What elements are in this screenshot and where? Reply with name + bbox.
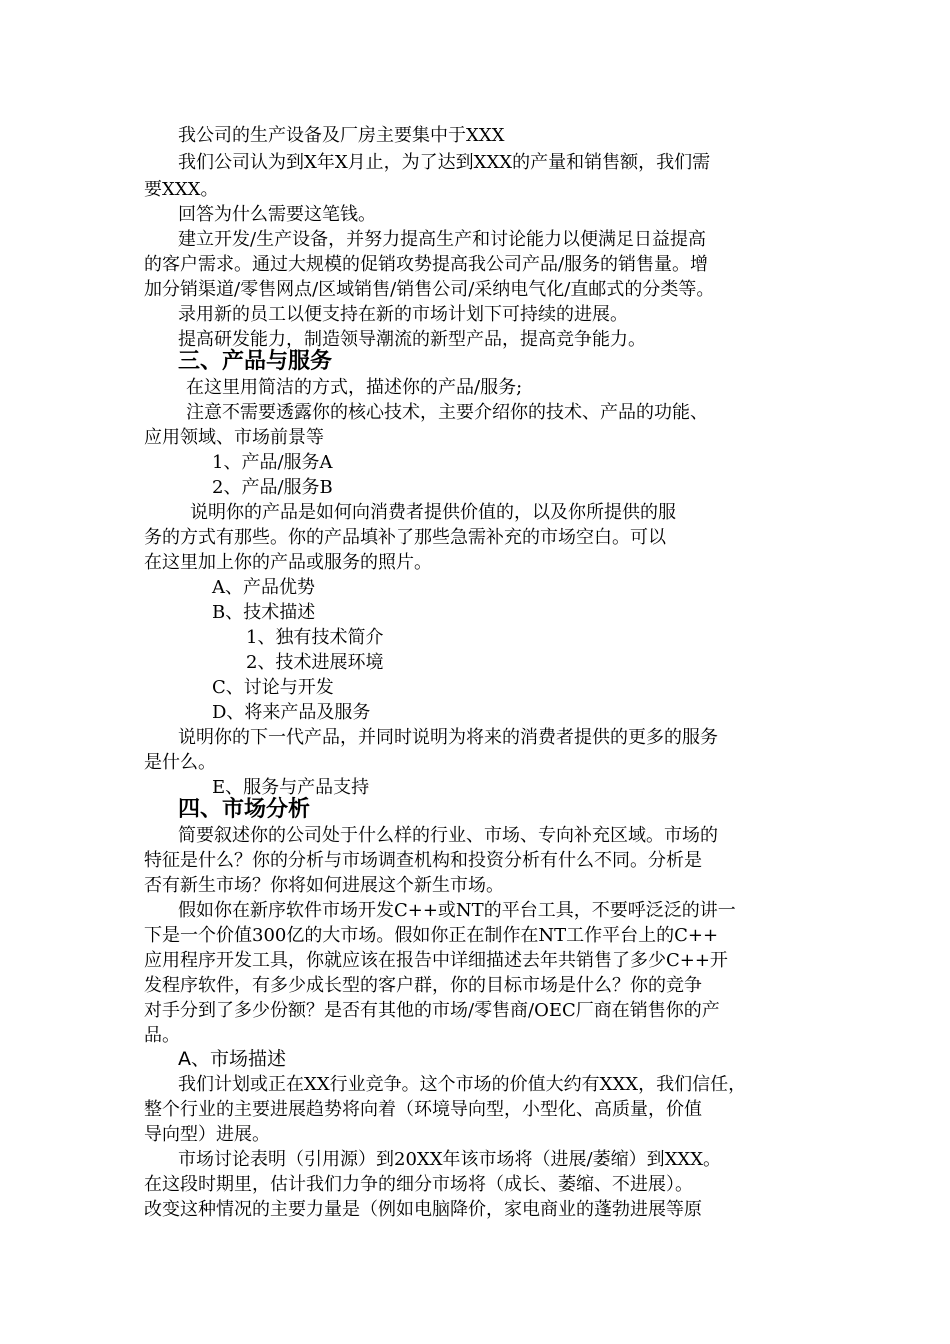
paragraph-line: 应用领域、市场前景等 bbox=[144, 427, 324, 448]
list-item: B、技术描述 bbox=[212, 602, 316, 623]
paragraph-line: 是什么。 bbox=[144, 752, 216, 773]
paragraph-line: 对手分到了多少份额？是否有其他的市场/零售商/OEC厂商在销售你的产 bbox=[144, 1000, 720, 1021]
paragraph-line: 说明你的产品是如何向消费者提供价值的，以及你所提供的服 bbox=[190, 502, 676, 523]
paragraph-line: 品。 bbox=[144, 1025, 180, 1046]
paragraph-line: 的客户需求。通过大规模的促销攻势提高我公司产品/服务的销售量。增 bbox=[144, 254, 709, 275]
paragraph-line: 录用新的员工以便支持在新的市场计划下可持续的进展。 bbox=[178, 304, 628, 325]
paragraph-line: 市场讨论表明（引用源）到20XX年该市场将（进展/萎缩）到XXX。 bbox=[178, 1149, 722, 1170]
list-item: A、产品优势 bbox=[212, 577, 315, 598]
paragraph-line: 我公司的生产设备及厂房主要集中于XXX bbox=[178, 125, 505, 146]
paragraph-line: 简要叙述你的公司处于什么样的行业、市场、专向补充区域。市场的 bbox=[178, 825, 718, 846]
paragraph-line: 说明你的下一代产品，并同时说明为将来的消费者提供的更多的服务 bbox=[178, 727, 718, 748]
list-item: 1、独有技术简介 bbox=[246, 627, 384, 648]
paragraph-line: 务的方式有那些。你的产品填补了那些急需补充的市场空白。可以 bbox=[144, 527, 666, 548]
list-item: 2、产品/服务B bbox=[212, 477, 333, 498]
paragraph-line: 我们公司认为到X年X月止，为了达到XXX的产量和销售额，我们需 bbox=[178, 152, 711, 173]
paragraph-line: 导向型）进展。 bbox=[144, 1124, 270, 1145]
paragraph-line: 在这里用简洁的方式，描述你的产品/服务; bbox=[186, 377, 523, 398]
list-item: C、讨论与开发 bbox=[212, 677, 334, 698]
paragraph-line: 改变这种情况的主要力量是（例如电脑降价，家电商业的蓬勃进展等原 bbox=[144, 1199, 702, 1220]
section-heading: 四、市场分析 bbox=[178, 797, 311, 822]
paragraph-line: 在这段时期里，估计我们力争的细分市场将（成长、萎缩、不进展）。 bbox=[144, 1174, 693, 1195]
list-item: D、将来产品及服务 bbox=[212, 702, 371, 723]
paragraph-line: 提高研发能力，制造领导潮流的新型产品，提高竞争能力。 bbox=[178, 329, 646, 350]
paragraph-line: 加分销渠道/零售网点/区域销售/销售公司/采纳电气化/直邮式的分类等。 bbox=[144, 279, 715, 300]
paragraph-line: 要XXX。 bbox=[144, 179, 219, 200]
paragraph-line: 发程序软件，有多少成长型的客户群，你的目标市场是什么？你的竞争 bbox=[144, 975, 702, 996]
list-item: 1、产品/服务A bbox=[212, 452, 333, 473]
paragraph-line: 否有新生市场？你将如何进展这个新生市场。 bbox=[144, 875, 504, 896]
paragraph-line: 特征是什么？你的分析与市场调查机构和投资分析有什么不同。分析是 bbox=[144, 850, 702, 871]
subsection-heading: A、市场描述 bbox=[178, 1048, 286, 1070]
paragraph-line: 整个行业的主要进展趋势将向着（环境导向型，小型化、高质量，价值 bbox=[144, 1099, 702, 1120]
paragraph-line: 我们计划或正在XX行业竞争。这个市场的价值大约有XXX，我们信任， bbox=[178, 1074, 747, 1095]
paragraph-line: 下是一个价值300亿的大市场。假如你正在制作在NT工作平台上的C++ bbox=[144, 925, 719, 946]
paragraph-line: 注意不需要透露你的核心技术，主要介绍你的技术、产品的功能、 bbox=[186, 402, 708, 423]
paragraph-line: 在这里加上你的产品或服务的照片。 bbox=[144, 552, 432, 573]
paragraph-line: 回答为什么需要这笔钱。 bbox=[178, 204, 376, 225]
paragraph-line: 建立开发/生产设备，并努力提高生产和讨论能力以便满足日益提高 bbox=[178, 229, 707, 250]
paragraph-line: 假如你在新序软件市场开发C++或NT的平台工具，不要呼泛泛的讲一 bbox=[178, 900, 736, 921]
section-heading: 三、产品与服务 bbox=[178, 349, 333, 374]
paragraph-line: 应用程序开发工具，你就应该在报告中详细描述去年共销售了多少C++开 bbox=[144, 950, 728, 971]
list-item: 2、技术进展环境 bbox=[246, 652, 384, 673]
list-item: E、服务与产品支持 bbox=[212, 777, 370, 798]
